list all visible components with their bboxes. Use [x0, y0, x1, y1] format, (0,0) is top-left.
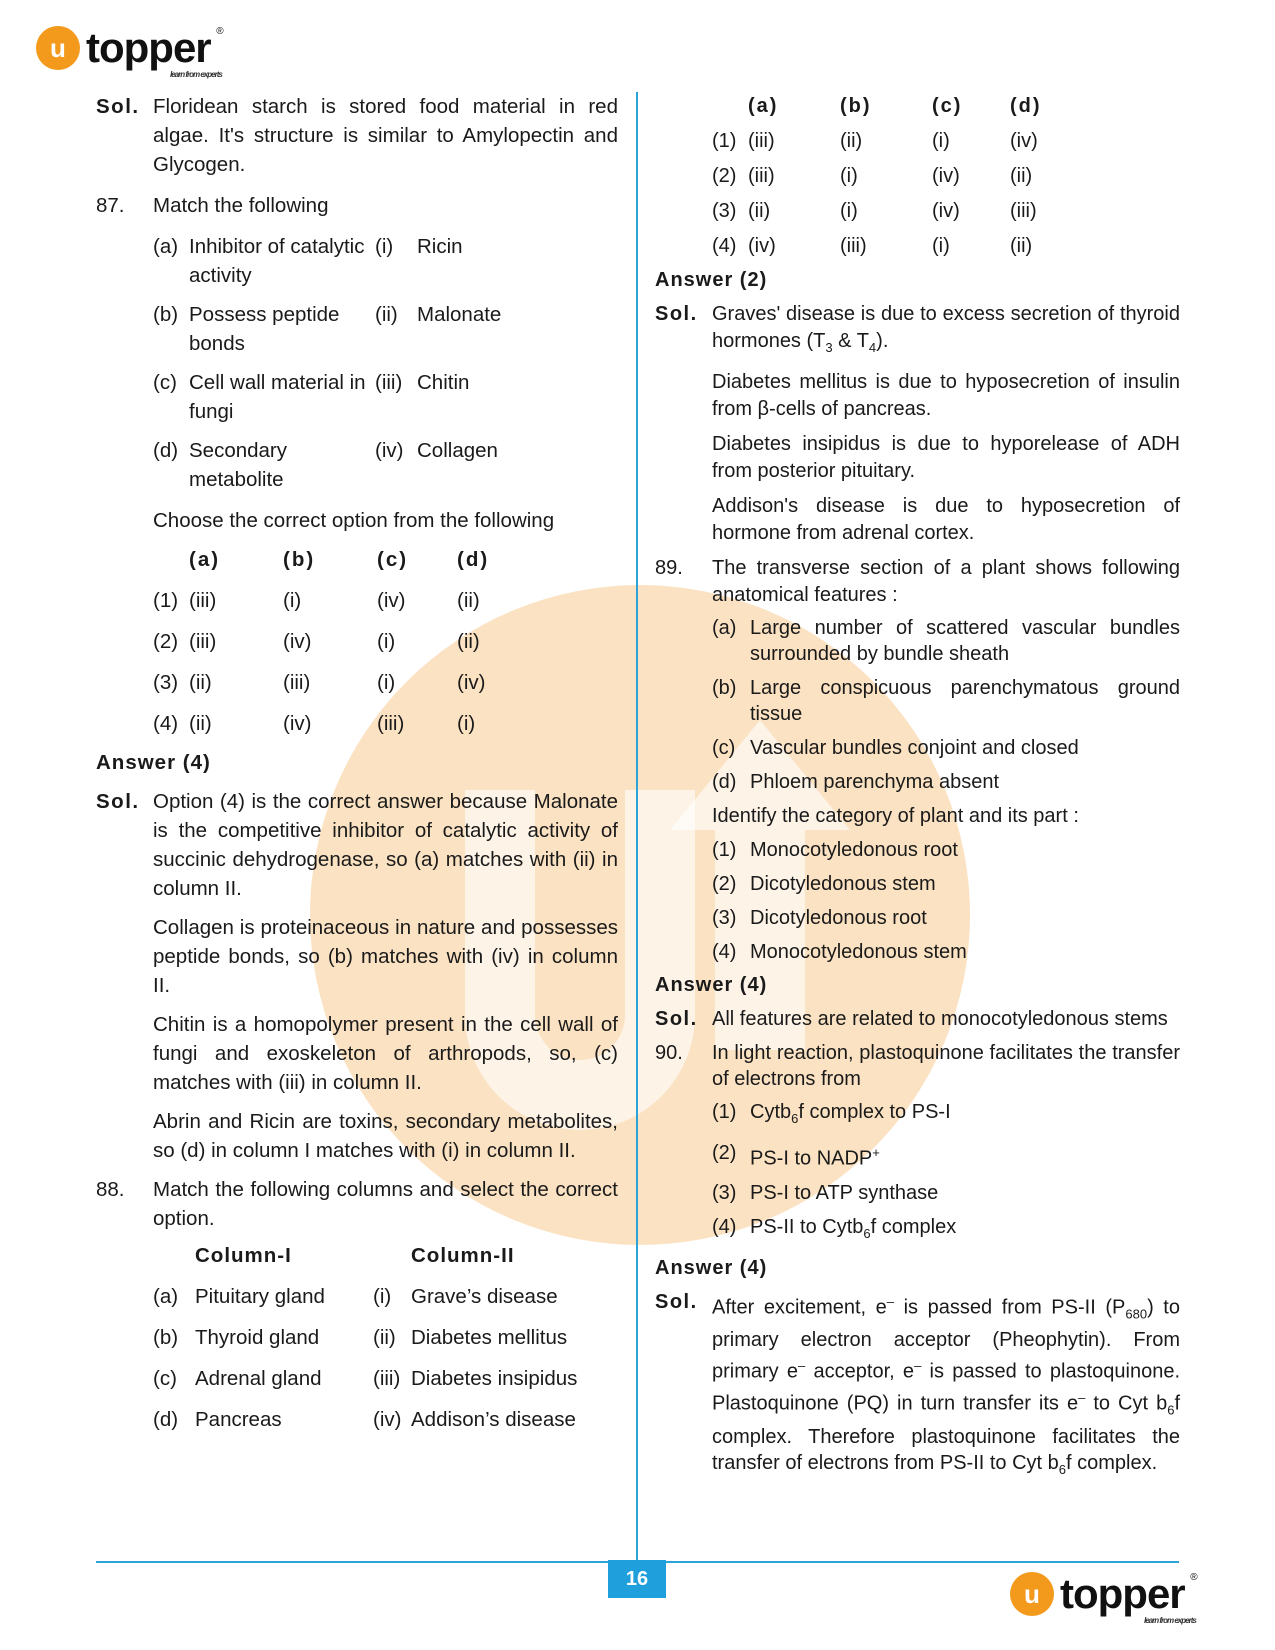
option-text: PS-I to NADP+: [750, 1145, 880, 1170]
option-text: Monocotyledonous stem: [750, 941, 967, 963]
left-column: [96, 92, 618, 1434]
solution-87: [96, 787, 618, 1165]
sol-paragraph: Abrin and Ricin are toxins, secondary metabolites, so (d) in column I matches with (i) in column II.: [153, 1110, 618, 1162]
option-cell: (iii): [840, 235, 867, 257]
col-header: (a): [189, 548, 221, 571]
option-cell: (iii): [748, 130, 775, 152]
sol-paragraph: Diabetes mellitus is due to hyposecretion of insulin from β-cells of pancreas.: [712, 371, 1180, 420]
feature-label: (a): [712, 617, 737, 639]
option-text: Cytb$_6$f complex to PS-I: [750, 1101, 951, 1126]
option-number: (4): [712, 1215, 737, 1238]
option-cell: (ii): [1010, 165, 1033, 187]
question-text: Match the following: [153, 194, 329, 217]
pair-label: (i): [373, 1285, 392, 1308]
option-number: (2): [153, 630, 179, 653]
option-text: Dicotyledonous root: [750, 907, 927, 929]
pair-text: Possess peptide bonds: [189, 303, 340, 355]
pair-label: (iii): [375, 371, 403, 394]
pair-label: (iv): [375, 439, 404, 462]
logo-tagline: learn from experts: [170, 70, 222, 79]
column-ii-header: Column-II: [411, 1244, 515, 1267]
option-cell: (iv): [283, 630, 312, 653]
option-cell: (ii): [748, 200, 771, 222]
option-number: (4): [153, 712, 179, 735]
option-number: (1): [712, 1101, 737, 1123]
pair-text: Diabetes mellitus: [411, 1326, 568, 1349]
question-text: In light reaction, plastoquinone facilitates the transfer of electrons from: [712, 1042, 1180, 1090]
option-cell: (ii): [1010, 235, 1033, 257]
pair-label: (c): [153, 371, 177, 394]
identify-instruction: Identify the category of plant and its part :: [712, 805, 1079, 827]
options-table-87: [96, 545, 618, 738]
solution-90: [655, 1289, 1180, 1483]
answer-88: Answer (2): [655, 269, 768, 291]
sol-paragraph: Addison's disease is due to hyposecretion of hormone from adrenal cortex.: [712, 495, 1180, 544]
question-number: 88.: [96, 1178, 125, 1201]
sol-label: Sol.: [655, 1008, 698, 1030]
pair-label: (b): [153, 303, 179, 326]
option-cell: (ii): [189, 671, 212, 694]
pair-label: (d): [153, 1408, 179, 1431]
option-number: (1): [153, 589, 179, 612]
logo-wordmark: topper: [86, 24, 211, 71]
question-90: [655, 1040, 1180, 1092]
option-text: Dicotyledonous stem: [750, 873, 936, 895]
option-cell: (iii): [189, 589, 217, 612]
col-header: (d): [457, 548, 490, 571]
option-cell: (iv): [748, 235, 776, 257]
pair-label: (b): [153, 1326, 179, 1349]
option-cell: (iv): [283, 712, 312, 735]
features-list-89: [655, 615, 1180, 965]
feature-text: Large number of scattered vascular bundles surrounded by bundle sheath: [750, 617, 1180, 665]
header-logo: [36, 24, 223, 79]
answer-89: Answer (4): [655, 974, 768, 996]
option-text: Monocotyledonous root: [750, 839, 958, 861]
pair-text: Cell wall material in fungi: [189, 371, 366, 423]
feature-label: (c): [712, 737, 736, 759]
feature-text: Vascular bundles conjoint and closed: [750, 737, 1079, 759]
pair-text: Addison’s disease: [411, 1408, 576, 1431]
col-header: (b): [283, 548, 316, 571]
option-number: (2): [712, 873, 737, 895]
sol-text: All features are related to monocotyledonous stems: [712, 1008, 1168, 1030]
options-table-88: [655, 92, 1180, 260]
option-cell: (i): [840, 165, 858, 187]
option-cell: (ii): [457, 630, 480, 653]
solution-89: [655, 1006, 1180, 1032]
pair-text: Inhibitor of catalytic activity: [189, 235, 365, 287]
sol-text: After excitement, e– is passed from PS-II $(P_{680})$ to primary electron acceptor (Pheophytin). From primary e– acceptor, e– is passed to plastoquinone. Plastoquinone (PQ) in turn transfer its e– to Cyt $b_6f$ complex. Therefore plastoquinone facilitates the transfer of electrons from PS-II to Cyt $b_6f$ complex.: [712, 1293, 1180, 1477]
logo-mark-icon: u: [1010, 1572, 1054, 1616]
option-cell: (iv): [377, 589, 406, 612]
answer-90: Answer (4): [655, 1256, 768, 1279]
pair-label: (ii): [375, 303, 398, 326]
feature-text: Large conspicuous parenchymatous ground tissue: [750, 677, 1180, 725]
option-cell: (iii): [283, 671, 311, 694]
option-number: (3): [712, 1181, 737, 1204]
sol-paragraph: Chitin is a homopolymer present in the cell wall of fungi and exoskeleton of arthropods, so, (c) matches with (iii) in column II.: [153, 1013, 618, 1094]
right-column: [655, 92, 1180, 1483]
option-cell: (ii): [457, 589, 480, 612]
option-cell: (i): [457, 712, 476, 735]
option-cell: (iv): [932, 165, 960, 187]
pair-text: Pancreas: [195, 1408, 282, 1431]
pair-label: (iii): [373, 1367, 401, 1390]
question-number: 89.: [655, 557, 683, 579]
option-cell: (i): [932, 235, 950, 257]
option-cell: (i): [377, 630, 396, 653]
pair-text: Adrenal gland: [195, 1367, 322, 1390]
sol-paragraph: Collagen is proteinaceous in nature and possesses peptide bonds, so (b) matches with (iv) in column II.: [153, 916, 618, 997]
pair-label: (i): [375, 235, 394, 258]
option-number: (1): [712, 130, 737, 152]
pair-text: Pituitary gland: [195, 1285, 325, 1308]
option-number: (4): [712, 941, 737, 963]
option-number: (2): [712, 165, 737, 187]
option-cell: (iii): [1010, 200, 1037, 222]
logo-tagline: learn from experts: [1144, 1616, 1196, 1625]
option-text: PS-I to ATP synthase: [750, 1181, 939, 1204]
col-header: (c): [377, 548, 409, 571]
pair-label: (a): [153, 1285, 179, 1308]
option-cell: (i): [377, 671, 396, 694]
pair-text: Chitin: [417, 371, 470, 394]
pair-label: (ii): [373, 1326, 396, 1349]
option-number: (1): [712, 839, 737, 861]
pair-label: (a): [153, 235, 179, 258]
col-header: (b): [840, 95, 872, 117]
option-number: (3): [712, 200, 737, 222]
logo-mark-icon: u: [36, 26, 80, 70]
column-divider: [636, 92, 638, 1560]
question-text: The transverse section of a plant shows following anatomical features :: [712, 557, 1180, 606]
footer-logo: [1010, 1570, 1197, 1625]
option-cell: (i): [283, 589, 302, 612]
logo-wordmark: topper: [1060, 1570, 1185, 1617]
question-number: 90.: [655, 1042, 683, 1064]
pair-text: Collagen: [417, 439, 498, 462]
option-cell: (iv): [1010, 130, 1038, 152]
option-cell: (iii): [748, 165, 775, 187]
sol-label: Sol.: [655, 1290, 698, 1313]
choose-instruction: Choose the correct option from the following: [153, 509, 555, 532]
pair-text: Malonate: [417, 303, 502, 326]
options-list-90: [655, 1098, 1180, 1248]
pair-label: (d): [153, 439, 179, 462]
sol-paragraph: Option (4) is the correct answer because Malonate is the competitive inhibitor of catalytic activity of succinic dehydrogenase, so (a) matches with (ii) in column II.: [153, 790, 618, 900]
match-table-87: [96, 232, 618, 494]
option-cell: (ii): [189, 712, 212, 735]
answer-87: Answer (4): [96, 751, 211, 774]
option-cell: (i): [840, 200, 858, 222]
question-89: [655, 555, 1180, 609]
option-cell: (i): [932, 130, 950, 152]
option-number: (3): [153, 671, 179, 694]
pair-label: (iv): [373, 1408, 402, 1431]
match-table-88: [96, 1241, 618, 1434]
option-cell: (iii): [189, 630, 217, 653]
sol-paragraph: Diabetes insipidus is due to hyporelease of ADH from posterior pituitary.: [712, 433, 1180, 482]
solution-88: [655, 301, 1180, 547]
question-87: [96, 191, 618, 220]
question-88: [96, 1175, 618, 1233]
sol-label: Sol.: [96, 790, 140, 813]
pair-text: Thyroid gland: [195, 1326, 320, 1349]
option-number: (2): [712, 1142, 737, 1164]
option-cell: (iii): [377, 712, 405, 735]
option-cell: (iv): [932, 200, 960, 222]
option-number: (4): [712, 235, 737, 257]
sol-label: Sol.: [96, 95, 140, 118]
col-header: (c): [932, 95, 963, 117]
pair-text: Secondary metabolite: [189, 439, 288, 491]
col-header: (d): [1010, 95, 1042, 117]
feature-text: Phloem parenchyma absent: [750, 771, 1000, 793]
feature-label: (d): [712, 771, 737, 793]
question-number: 87.: [96, 194, 125, 217]
pair-text: Ricin: [417, 235, 463, 258]
column-i-header: Column-I: [195, 1244, 292, 1267]
option-number: (3): [712, 907, 737, 929]
pair-label: (c): [153, 1367, 177, 1390]
page-number: 16: [608, 1560, 666, 1598]
option-cell: (iv): [457, 671, 486, 694]
solution-86: [96, 92, 618, 179]
question-text: Match the following columns and select the correct option.: [153, 1178, 618, 1230]
sol-paragraph: Graves' disease is due to excess secretion of thyroid hormones ($T_3$ & $T_4$).: [712, 303, 1180, 355]
registered-mark: ®: [216, 26, 223, 37]
pair-text: Diabetes insipidus: [411, 1367, 578, 1390]
col-header: (a): [748, 95, 779, 117]
sol-label: Sol.: [655, 303, 698, 325]
option-text: PS-II to Cytb$_6$f complex: [750, 1215, 957, 1241]
pair-text: Grave’s disease: [411, 1285, 558, 1308]
registered-mark: ®: [1190, 1572, 1197, 1583]
feature-label: (b): [712, 677, 737, 699]
option-cell: (ii): [840, 130, 863, 152]
sol-text: Floridean starch is stored food material in red algae. It's structure is similar to Amylopectin and Glycogen.: [153, 95, 618, 176]
